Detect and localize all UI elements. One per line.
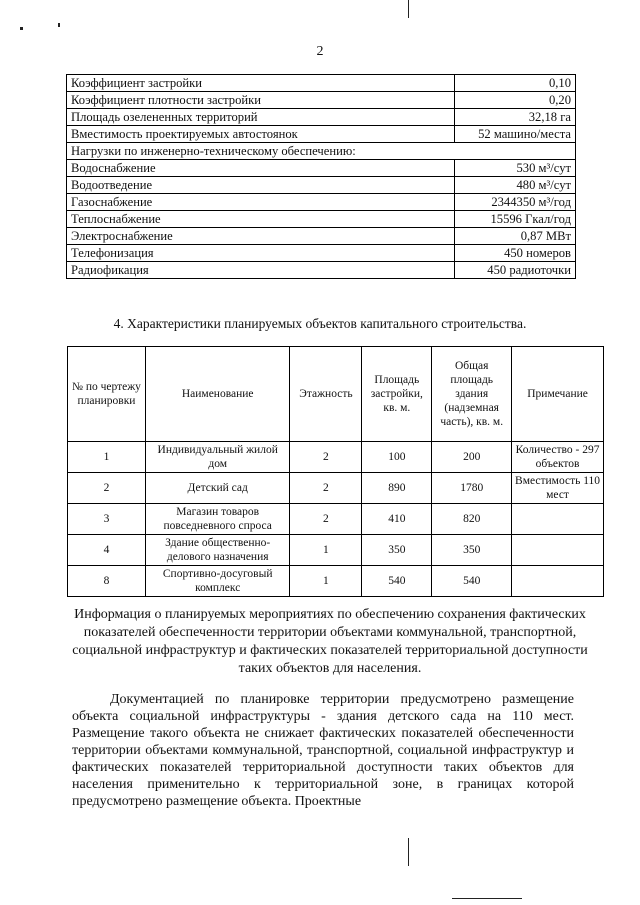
scan-mark — [408, 0, 409, 18]
parameter-value: 32,18 га — [455, 109, 576, 126]
table-row — [67, 177, 576, 194]
parameter-label: Коэффициент плотности застройки — [67, 92, 455, 109]
scan-mark — [58, 23, 60, 27]
table-cell: 2 — [290, 504, 362, 535]
table-cell: 2 — [290, 442, 362, 473]
table-cell: 820 — [432, 504, 512, 535]
table-cell: Здание общественно-делового назначения — [145, 535, 290, 566]
parameter-label: Водоотведение — [67, 177, 455, 194]
table-cell: 540 — [362, 566, 432, 597]
column-header: Наименование — [145, 347, 290, 442]
table-cell: 4 — [68, 535, 146, 566]
parameter-label: Газоснабжение — [67, 194, 455, 211]
table-cell: 890 — [362, 473, 432, 504]
table-cell: 1 — [290, 535, 362, 566]
table-cell: 3 — [68, 504, 146, 535]
parameter-value: 0,20 — [455, 92, 576, 109]
table-row — [67, 211, 576, 228]
body-text — [72, 691, 574, 810]
table-cell: Вместимость 110 мест — [512, 473, 604, 504]
parameters-table — [66, 74, 576, 279]
parameter-label: Теплоснабжение — [67, 211, 455, 228]
parameter-value: 480 м³/сут — [455, 177, 576, 194]
scan-mark — [452, 898, 522, 899]
table-row — [67, 245, 576, 262]
page-number: 2 — [316, 44, 324, 59]
table-cell: Магазин товаров повседневного спроса — [145, 504, 290, 535]
table-row — [68, 504, 604, 535]
table-cell: 1780 — [432, 473, 512, 504]
table-cell: 350 — [432, 535, 512, 566]
parameter-value: 2344350 м³/год — [455, 194, 576, 211]
table-cell: Количество - 297 объектов — [512, 442, 604, 473]
column-header: Примечание — [512, 347, 604, 442]
table-row — [67, 109, 576, 126]
table-row — [67, 194, 576, 211]
parameter-group-label: Нагрузки по инженерно-техническому обеспечению: — [67, 143, 576, 160]
parameter-label: Водоснабжение — [67, 160, 455, 177]
parameter-value: 0,10 — [455, 75, 576, 92]
table-cell — [512, 535, 604, 566]
table-cell: 100 — [362, 442, 432, 473]
parameter-label: Радиофикация — [67, 262, 455, 279]
table-row — [67, 126, 576, 143]
parameter-value: 52 машино/места — [455, 126, 576, 143]
table-cell: Индивидуальный жилой дом — [145, 442, 290, 473]
body-paragraph: Документацией по планировке территории предусмотрено размещение объекта социальной инфраструктуры - здания детского сада на 110 мест. Размещение такого объекта не снижает фактических показателей обеспеченности территории объектами коммунальной, транспортной, социальной инфраструктур и фактических показателей территориальной доступности таких объектов для населения применительно к территориальной зоне, в границах которой предусмотрено размещение объекта. Проектные — [72, 692, 574, 809]
table-row — [67, 228, 576, 245]
table-row — [68, 473, 604, 504]
scan-mark — [20, 27, 23, 30]
table-cell: Спортивно-досуговый комплекс — [145, 566, 290, 597]
parameter-value: 530 м³/сут — [455, 160, 576, 177]
table-row — [67, 143, 576, 160]
info-heading: Информация о планируемых мероприятиях по обеспечению сохранения фактических показателей обеспеченности территории объектами коммунальной, транспортной, социальной инфраструктур и фактических показателей территориальной доступности таких объектов для населения. — [72, 607, 588, 676]
table-cell — [512, 504, 604, 535]
column-header: Общая площадь здания (надземная часть), кв. м. — [432, 347, 512, 442]
table-cell: 200 — [432, 442, 512, 473]
table-cell — [512, 566, 604, 597]
parameter-label: Вместимость проектируемых автостоянок — [67, 126, 455, 143]
parameter-label: Площадь озелененных территорий — [67, 109, 455, 126]
parameter-value: 15596 Гкал/год — [455, 211, 576, 228]
column-header: Этажность — [290, 347, 362, 442]
table-cell: 1 — [290, 566, 362, 597]
table-row — [67, 262, 576, 279]
table-row — [68, 566, 604, 597]
table-cell: 350 — [362, 535, 432, 566]
table-cell: 1 — [68, 442, 146, 473]
table-row — [67, 92, 576, 109]
section-title: 4. Характеристики планируемых объектов капитального строительства. — [113, 316, 527, 331]
table-cell: 2 — [68, 473, 146, 504]
scan-mark — [408, 838, 409, 866]
parameter-value: 450 номеров — [455, 245, 576, 262]
table-cell: 8 — [68, 566, 146, 597]
parameter-label: Коэффициент застройки — [67, 75, 455, 92]
table-row — [68, 442, 604, 473]
parameter-label: Телефонизация — [67, 245, 455, 262]
column-header: № по чертежу планировки — [68, 347, 146, 442]
column-header: Площадь застройки, кв. м. — [362, 347, 432, 442]
parameter-value: 0,87 МВт — [455, 228, 576, 245]
table-cell: 410 — [362, 504, 432, 535]
parameter-label: Электроснабжение — [67, 228, 455, 245]
objects-table — [67, 346, 604, 597]
table-cell: 540 — [432, 566, 512, 597]
table-cell: Детский сад — [145, 473, 290, 504]
table-row — [68, 535, 604, 566]
parameter-value: 450 радиоточки — [455, 262, 576, 279]
table-row — [67, 160, 576, 177]
table-row — [67, 75, 576, 92]
table-header-row — [68, 347, 604, 442]
table-cell: 2 — [290, 473, 362, 504]
